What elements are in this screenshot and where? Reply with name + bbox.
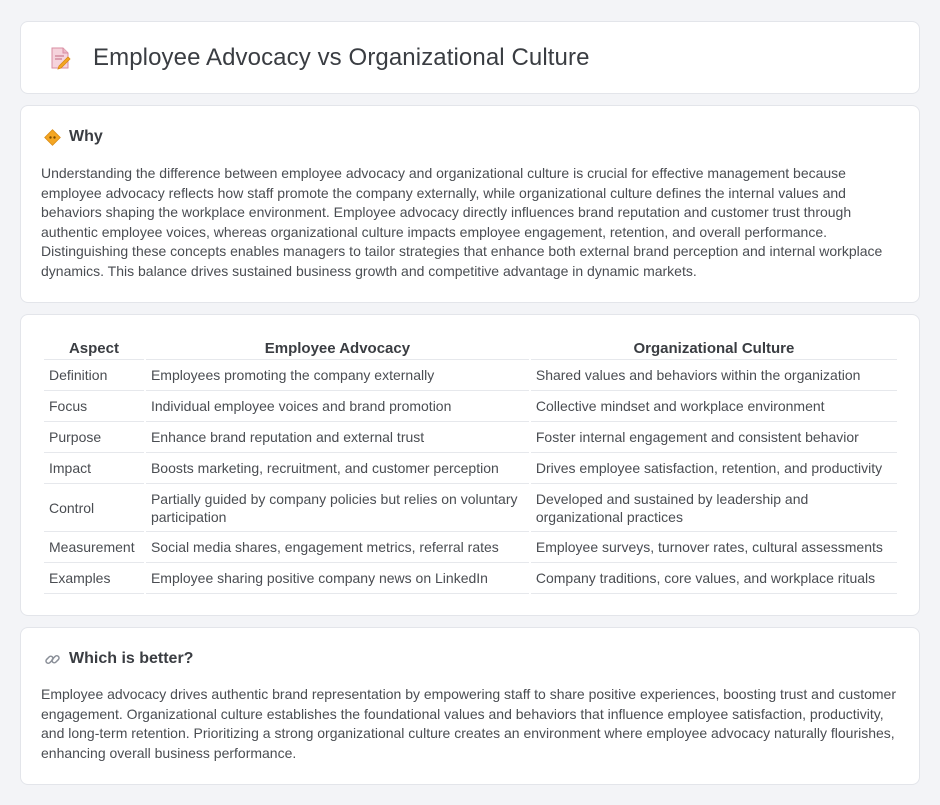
which-is-better-heading: Which is better? [69,650,194,667]
which-is-better-body: Employee advocacy drives authentic brand representation by empowering staff to share positive experiences, boosting trust and customer engagement. Organizational culture establishes the foundational values and behaviors that influence employee satisfaction, productivity, and long-term retention. Prioritizing a strong organizational culture creates an environment where employee advocacy naturally flourishes, enhancing overall business performance. [41,686,896,761]
comparison-card [20,314,920,616]
why-section [20,105,920,303]
advocacy-cell: Employee sharing positive company news on LinkedIn [146,563,529,594]
header-organizational-culture: Organizational Culture [531,336,897,360]
culture-cell: Company traditions, core values, and workplace rituals [531,563,897,594]
table-row [44,484,897,532]
header-aspect: Aspect [44,336,144,360]
aspect-cell: Focus [44,391,144,422]
why-body: Understanding the difference between employee advocacy and organizational culture is crucial for effective management because employee advocacy reflects how staff promote the company externally, while organizational culture defines the internal values and behaviors shaping the workplace environment. Employee advocacy directly influences brand reputation and customer trust through authentic employee voices, whereas organizational culture impacts employee engagement, retention, and overall performance. Distinguishing these concepts enables managers to tailor strategies that enhance both external brand perception and internal workplace dynamics. This balance drives sustained business growth and competitive advantage in dynamic markets. [41,165,883,279]
document-pencil-icon [47,45,73,71]
table-row [44,422,897,453]
why-heading: Why [69,128,103,145]
aspect-cell: Purpose [44,422,144,453]
advocacy-cell: Individual employee voices and brand promotion [146,391,529,422]
table-header-row [44,336,897,360]
advocacy-cell: Social media shares, engagement metrics, referral rates [146,532,529,563]
advocacy-cell: Employees promoting the company externally [146,360,529,391]
aspect-cell: Control [44,484,144,532]
which-is-better-section [20,627,920,785]
culture-cell: Employee surveys, turnover rates, cultural assessments [531,532,897,563]
table-row [44,391,897,422]
aspect-cell: Impact [44,453,144,484]
header-employee-advocacy: Employee Advocacy [146,336,529,360]
advocacy-cell: Boosts marketing, recruitment, and customer perception [146,453,529,484]
diamond-sign-icon [44,129,61,146]
comparison-table [42,336,899,594]
table-row [44,360,897,391]
aspect-cell: Examples [44,563,144,594]
advocacy-cell: Partially guided by company policies but relies on voluntary participation [146,484,529,532]
culture-cell: Shared values and behaviors within the organization [531,360,897,391]
aspect-cell: Definition [44,360,144,391]
culture-cell: Collective mindset and workplace environment [531,391,897,422]
culture-cell: Developed and sustained by leadership and organizational practices [531,484,897,532]
table-row [44,453,897,484]
culture-cell: Foster internal engagement and consistent behavior [531,422,897,453]
table-row [44,532,897,563]
aspect-cell: Measurement [44,532,144,563]
table-row [44,563,897,594]
link-icon [44,651,61,668]
title-card [20,21,920,94]
advocacy-cell: Enhance brand reputation and external trust [146,422,529,453]
page-title: Employee Advocacy vs Organizational Culture [93,43,590,71]
culture-cell: Drives employee satisfaction, retention, and productivity [531,453,897,484]
